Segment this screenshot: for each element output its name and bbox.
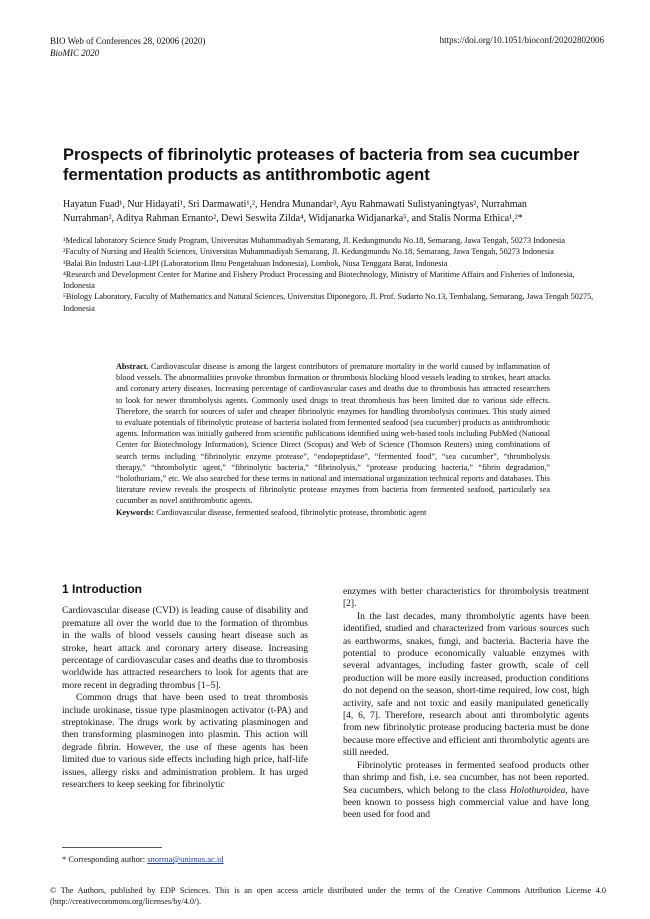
intro-paragraph-5-end: , have been known to possess high commercial value and have long been used for food and xyxy=(343,785,590,821)
abstract-paragraph xyxy=(116,361,550,507)
section-heading-introduction: 1 Introduction xyxy=(62,582,142,596)
intro-paragraph-3: enzymes with better characteristics for thrombolysis treatment [2]. xyxy=(343,587,589,610)
running-header-left xyxy=(50,35,205,59)
affiliation-5: ⁵Biology Laboratory, Faculty of Mathematics and Natural Sciences, Universitas Diponegoro, Jl. Prof. Sudarto No.13, Tembalang, Semarang, Jawa Tengah 50275, Indonesia xyxy=(63,292,594,313)
journal-citation: BIO Web of Conferences 28, 02006 (2020) xyxy=(50,36,206,46)
keywords-label: Keywords: xyxy=(116,507,155,517)
affiliation-4: ⁴Research and Development Center for Marine and Fishery Product Processing and Biotechnology, Ministry of Maritime Affairs and Fisheries of Indonesia, Indonesia xyxy=(63,269,575,291)
license-notice: © The Authors, published by EDP Sciences. This is an open access article distributed under the terms of the Creative Commons Attribution License 4.0 (http://creativecommons.org/licenses/by/4.0/). xyxy=(50,886,606,906)
left-column xyxy=(62,583,308,792)
corresponding-author-footnote xyxy=(62,854,224,864)
right-column xyxy=(343,586,589,822)
keywords-line xyxy=(116,507,550,518)
paper-title: Prospects of fibrinolytic proteases of bacteria from sea cucumber fermentation products as antithrombotic agent xyxy=(63,146,580,184)
doi-link[interactable]: https://doi.org/10.1051/bioconf/20202802006 xyxy=(439,35,604,45)
author-line-2: Nurrahman², Aditya Rahman Ernanto², Dewi Seswita Zilda⁴, Widjanarka Widjanarka⁵, and Stalis Norma Ethica¹,²* xyxy=(63,213,523,224)
footnote-label: * Corresponding author: xyxy=(62,854,148,864)
conference-name: BioMIC 2020 xyxy=(50,48,100,58)
intro-paragraph-1: Cardiovascular disease (CVD) is leading cause of disability and premature all over the world due to the formation of thrombus in the walls of blood vessels causing heart disease such as stroke, heart attack and coronary artery disease. Increasing percentage of cardiovascular cases and deaths due to thrombosis worldwide has attracted researchers to look for agents that are more recent in degrading thrombus [1–5]. xyxy=(62,606,308,691)
abstract-block xyxy=(116,361,550,518)
intro-paragraph-5 xyxy=(343,760,589,822)
author-email-link[interactable]: snorma@unimus.ac.id xyxy=(147,854,224,864)
affiliation-2: ²Faculty of Nursing and Health Sciences, Universitas Muhammadiyah Semarang, Jl. Kedungmundu No.18, Semarang, Jawa Tengah, 50273 Indonesia xyxy=(63,247,554,257)
abstract-label: Abstract. xyxy=(116,362,149,371)
affiliation-3: ³Balai Bio Industri Laut-LIPI (Laboratorium Ilmu Pengetahuan Indonesia), Lombok, Nusa Tenggara Barat, Indonesia xyxy=(63,258,448,268)
author-list xyxy=(63,198,603,226)
intro-paragraph-2: Common drugs that have been used to treat thrombosis include urokinase, tissue type plasminogen activator (t-PA) and streptokinase. The drugs work by activating plasminogen and then transforming plasminogen into plasmin. This action will degrade fibrin. However, the use of these agents has been limited due to various side effects including high price, half-life issues, allergy risks and administration problem. It has urged researchers to keep seeking for fibrinolytic xyxy=(62,693,308,791)
author-line-1: Hayatun Fuad¹, Nur Hidayati¹, Sri Darmawati¹,², Hendra Munandar³, Ayu Rahmawati Sulistyaningtyas², Nurrahman xyxy=(63,199,527,210)
keywords-text: Cardiovascular disease, fermented seafood, fibrinolytic protease, thrombotic agent xyxy=(156,507,427,517)
intro-paragraph-4: In the last decades, many thrombolytic agents have been identified, studied and characterized from various sources such as earthworms, snakes, fungi, and bacteria. Bacteria have the potential to produce economically valuable enzymes with several advantages, including faster growth, scale of cell production will be more easily increased, production conditions do not depend on the season, short-time required, low cost, high activity, safe and not toxic and easily manipulated genetically [4, 6, 7]. Therefore, research about anti thrombolytic agents from new fibrinolytic protease producing bacteria must be done because more effective and efficient anti thrombolytic agents are still needed. xyxy=(343,611,590,759)
abstract-text: Cardiovascular disease is among the largest contributors of premature mortality in the world caused by inflammation of blood vessels. The abnormalities provoke thrombus formation or thrombosis blocking blood vessels leading to strokes, heart attacks and coronary artery diseases. Increasing percentage of cardiovascular cases and deaths due to thrombosis has attracted researchers to look for newer thrombolysis agents. Commonly used drugs to treat thrombosis has been limited due to various side effects. Therefore, the search for sources of safer and cheaper fibrinolytic enzymes for handling thrombolysis continues. This study aimed to evaluate potentials of fibrinolytic protease of bacteria isolated from fermented seafood (sea cucumber) products as antithrombotic agents. Information was initially gathered from scientific publications identified using web-based tools including PubMed (National Center for Biotechnology Information), Science Direct (Scopus) and Web of Science (Thomson Reuters) using combinations of search terms including “fibrinolytic enzyme protease”, “endopeptidase”, “fermented food”, “sea cucumber”, “thrombolysis therapy,” “thrombolytic agent,” “fibrinolytic bacteria,” “fibrinolysis,” “protease producing bacteria,” “fibrin degradation,” “holothurians,” etc. We also searched for these terms in national and international organization technical reports and databases. This literature review reveals the prospects of fibrinolytic protease enzymes from bacteria from fermented seafood, particularly sea cucumber as novel antithrombotic agents. xyxy=(116,362,550,506)
affiliation-1: ¹Medical laboratory Science Study Program, Universitas Muhammadiyah Semarang, Jl. Kedungmundu No.18, Semarang, Jawa Tengah, 50273 Indonesia xyxy=(63,236,565,245)
affiliations xyxy=(63,235,603,314)
intro-paragraph-5-start: Fibrinolytic proteases in fermented seafood products other than shrimp and fish, i.e. sea cucumber, has not been reported. Sea cucumbers, which belong to the class xyxy=(343,760,589,796)
class-name-italic: Holothuroidea xyxy=(509,785,566,796)
footnote-divider xyxy=(62,847,162,848)
